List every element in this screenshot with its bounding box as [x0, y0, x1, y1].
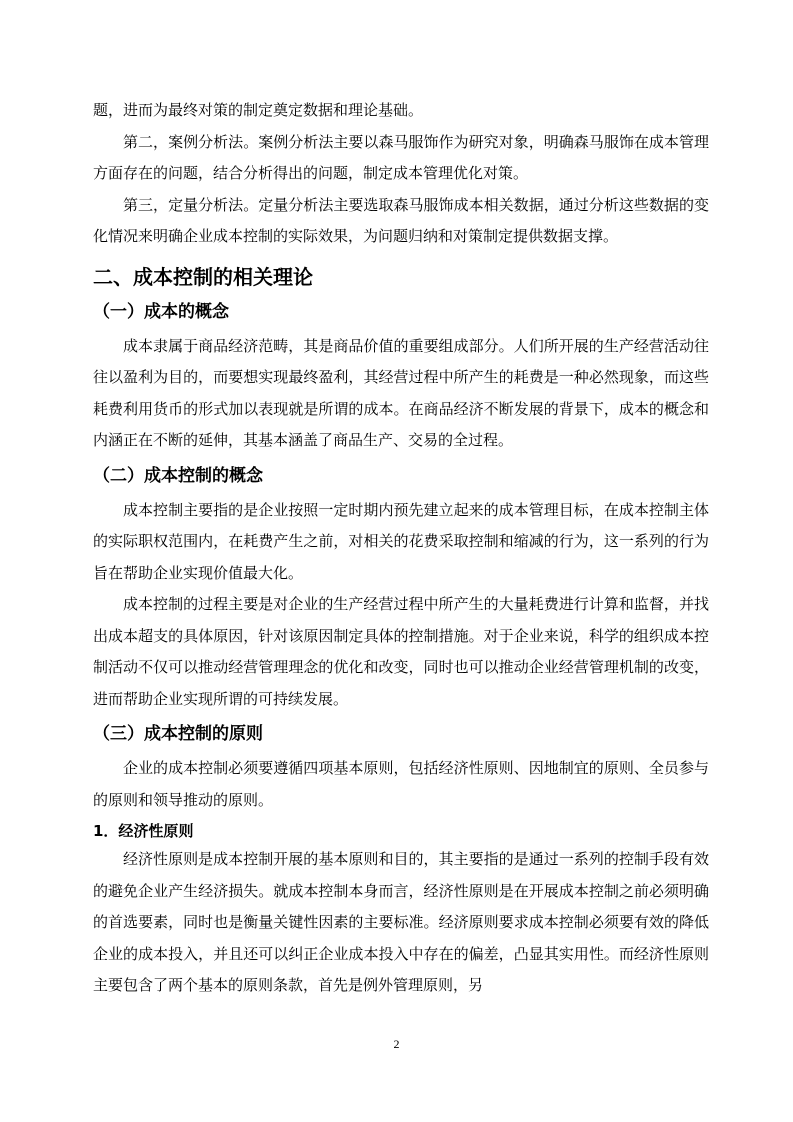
body-paragraph: 成本控制的过程主要是对企业的生产经营过程中所产生的大量耗费进行计算和监督，并找出成本超支的具体原因，针对该原因制定具体的控制措施。对于企业来说，科学的组织成本控制活动不仅可以推动经营管理理念的优化和改变，同时也可以推动企业经营管理机制的改变，进而帮助企业实现所谓的可持续发展。 — [93, 595, 709, 708]
page-content — [93, 95, 709, 1002]
body-paragraph: 题，进而为最终对策的制定奠定数据和理论基础。 — [93, 101, 424, 119]
body-paragraph: 成本隶属于商品经济范畴，其是商品价值的重要组成部分。人们所开展的生产经营活动往往以盈利为目的，而要想实现最终盈利，其经营过程中所产生的耗费是一种必然现象，而这些耗费利用货币的形式加以表现就是所谓的成本。在商品经济不断发展的背景下，成本的概念和内涵正在不断的延伸，其基本涵盖了商品生产、交易的全过程。 — [93, 336, 709, 449]
body-paragraph: 企业的成本控制必须要遵循四项基本原则，包括经济性原则、因地制宜的原则、全员参与的原则和领导推动的原则。 — [93, 759, 709, 809]
item-heading: 1．经济性原则 — [93, 822, 194, 840]
body-paragraph: 第二，案例分析法。案例分析法主要以森马服饰作为研究对象，明确森马服饰在成本管理方面存在的问题，结合分析得出的问题，制定成本管理优化对策。 — [93, 132, 709, 182]
subsection-heading: （三）成本控制的原则 — [93, 724, 263, 744]
subsection-heading: （二）成本控制的概念 — [93, 465, 263, 486]
body-paragraph: 成本控制主要指的是企业按照一定时期内预先建立起来的成本管理目标，在成本控制主体的实际职权范围内，在耗费产生之前，对相关的花费采取控制和缩减的行为，这一系列的行为旨在帮助企业实现价值最大化。 — [93, 500, 709, 582]
section-heading: 二、成本控制的相关理论 — [93, 264, 313, 289]
page-number: 2 — [393, 1037, 400, 1051]
body-paragraph: 经济性原则是成本控制开展的基本原则和目的，其主要指的是通过一系列的控制手段有效的避免企业产生经济损失。就成本控制本身而言，经济性原则是在开展成本控制之前必须明确的首选要素，同时也是衡量关键性因素的主要标准。经济原则要求成本控制必须要有效的降低企业的成本投入，并且还可以纠正企业成本投入中存在的偏差，凸显其实用性。而经济性原则主要包含了两个基本的原则条款，首先是例外管理原则，另 — [93, 850, 709, 994]
subsection-heading: （一）成本的概念 — [93, 301, 229, 322]
body-paragraph: 第三，定量分析法。定量分析法主要选取森马服饰成本相关数据，通过分析这些数据的变化情况来明确企业成本控制的实际效果，为问题归纳和对策制定提供数据支撑。 — [93, 195, 709, 245]
